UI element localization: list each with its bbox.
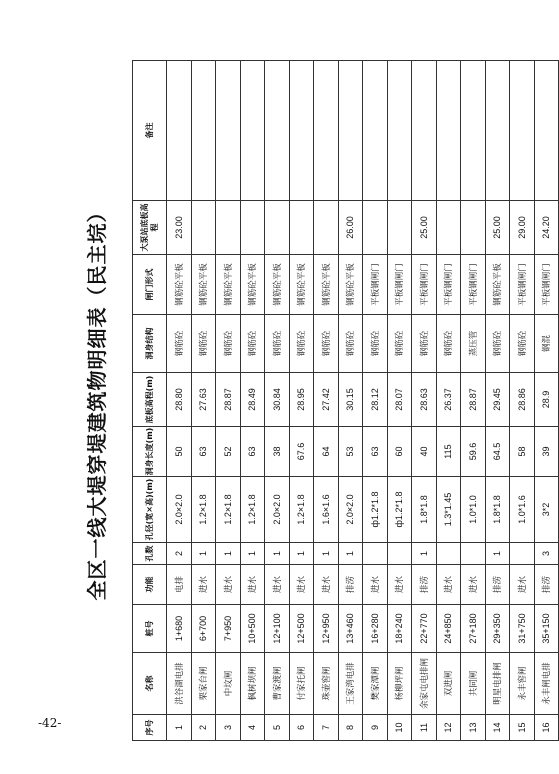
table-cell: 2 xyxy=(191,715,216,741)
table-cell: 钢筋砼 xyxy=(167,315,192,373)
table-cell: 钢筋砼 xyxy=(338,315,363,373)
table-cell: 28.86 xyxy=(510,373,535,427)
table-cell xyxy=(363,543,388,565)
table-row xyxy=(534,61,559,741)
column-header: 洞身结构 xyxy=(133,315,167,373)
table-cell: 钢筋砼 xyxy=(240,315,265,373)
column-header: 功能 xyxy=(133,565,167,605)
table-cell: 1.0*1.6 xyxy=(510,477,535,543)
table-cell: 1 xyxy=(314,543,339,565)
table-cell: 钢筋砼 xyxy=(387,315,412,373)
table-body xyxy=(167,61,559,741)
table-row xyxy=(216,61,241,741)
table-cell: 钢筋砼平板 xyxy=(485,255,510,315)
table-cell: 钢筋砼 xyxy=(265,315,290,373)
table-cell: 22+770 xyxy=(412,605,437,653)
table-cell: 进水 xyxy=(289,565,314,605)
table-cell: 3 xyxy=(534,543,559,565)
table-cell: 3*2 xyxy=(534,477,559,543)
table-cell: 12+950 xyxy=(314,605,339,653)
table-cell: 2.0×2.0 xyxy=(338,477,363,543)
table-cell: 1 xyxy=(289,543,314,565)
table-cell: 27+180 xyxy=(461,605,486,653)
table-cell: 63 xyxy=(191,427,216,477)
table-cell: 1.2×1.8 xyxy=(216,477,241,543)
column-header: 名称 xyxy=(133,653,167,715)
table-row xyxy=(338,61,363,741)
table-cell: 钢筋砼平板 xyxy=(338,255,363,315)
table-cell: 24.20 xyxy=(534,201,559,255)
column-header: 底板高程(m) xyxy=(133,373,167,427)
table-cell: 平板钢闸门 xyxy=(461,255,486,315)
column-header: 孔数 xyxy=(133,543,167,565)
table-cell xyxy=(436,201,461,255)
table-cell: 28.07 xyxy=(387,373,412,427)
table-cell xyxy=(216,201,241,255)
column-header: 桩号 xyxy=(133,605,167,653)
table-cell: 1.2×1.8 xyxy=(240,477,265,543)
table-cell: 28.9 xyxy=(534,373,559,427)
table-cell xyxy=(436,543,461,565)
table-cell: 28.63 xyxy=(412,373,437,427)
table-cell: 1 xyxy=(167,715,192,741)
table-cell: 3 xyxy=(216,715,241,741)
table-cell: 115 xyxy=(436,427,461,477)
table-cell: 1+680 xyxy=(167,605,192,653)
table-cell: 24+850 xyxy=(436,605,461,653)
table-cell: 12+500 xyxy=(289,605,314,653)
table-cell xyxy=(216,61,241,201)
table-cell: 7 xyxy=(314,715,339,741)
table-cell: 40 xyxy=(412,427,437,477)
table-cell: 25.00 xyxy=(412,201,437,255)
table-cell xyxy=(314,201,339,255)
table-cell: 进水 xyxy=(363,565,388,605)
table-cell: 1.8*1.8 xyxy=(485,477,510,543)
table-cell xyxy=(510,61,535,201)
table-cell: 4 xyxy=(240,715,265,741)
table-cell xyxy=(412,61,437,201)
table-cell: 6 xyxy=(289,715,314,741)
table-cell xyxy=(289,61,314,201)
table-cell: 1 xyxy=(485,543,510,565)
table-cell: 蒸压管 xyxy=(461,315,486,373)
table-cell: 63 xyxy=(240,427,265,477)
table-cell: 双进闸 xyxy=(436,653,461,715)
table-cell: 进水 xyxy=(216,565,241,605)
table-cell xyxy=(363,61,388,201)
table-cell xyxy=(240,201,265,255)
table-cell: 11 xyxy=(412,715,437,741)
table-cell: 13+460 xyxy=(338,605,363,653)
table-cell: 52 xyxy=(216,427,241,477)
table-cell xyxy=(338,61,363,201)
table-cell: 钢筋砼平板 xyxy=(167,255,192,315)
table-row xyxy=(167,61,192,741)
table-cell: 平板钢闸门 xyxy=(534,255,559,315)
table-cell: 钢筋砼平板 xyxy=(216,255,241,315)
table-cell xyxy=(265,61,290,201)
table-cell xyxy=(387,61,412,201)
table-cell: 平板钢闸门 xyxy=(387,255,412,315)
table-cell: 排涝 xyxy=(338,565,363,605)
table-cell: 30.84 xyxy=(265,373,290,427)
table-cell: 58 xyxy=(510,427,535,477)
table-cell: 珠壶窖闸 xyxy=(314,653,339,715)
table-cell: 进水 xyxy=(314,565,339,605)
table-cell: 排涝 xyxy=(534,565,559,605)
table-cell: 13 xyxy=(461,715,486,741)
table-cell: 25.00 xyxy=(485,201,510,255)
table-cell: 钢筋砼 xyxy=(191,315,216,373)
table-cell: 27.42 xyxy=(314,373,339,427)
table-cell: 67.6 xyxy=(289,427,314,477)
table-cell: 16 xyxy=(534,715,559,741)
document-title: 全区一线大堤穿堤建筑物明细表（民主垸） xyxy=(85,201,109,601)
table-cell xyxy=(167,61,192,201)
table-cell: 1 xyxy=(216,543,241,565)
table-row xyxy=(510,61,535,741)
table-cell: 枫树坝闸 xyxy=(240,653,265,715)
table-cell: 2.0×2.0 xyxy=(167,477,192,543)
table-cell: 1 xyxy=(265,543,290,565)
table-cell: 35+150 xyxy=(534,605,559,653)
table-cell: 钢筋砼 xyxy=(485,315,510,373)
table-cell: 1.6×1.6 xyxy=(314,477,339,543)
table-cell: 31+750 xyxy=(510,605,535,653)
table-cell: 29+350 xyxy=(485,605,510,653)
table-cell: 进水 xyxy=(510,565,535,605)
table-cell: 15 xyxy=(510,715,535,741)
table-cell: 28.80 xyxy=(167,373,192,427)
table-row xyxy=(461,61,486,741)
table-cell: ф1.2*1.8 xyxy=(387,477,412,543)
table-cell: 平板钢闸门 xyxy=(412,255,437,315)
table-cell: 1.2×1.8 xyxy=(191,477,216,543)
table-cell: ф1.2*1.8 xyxy=(363,477,388,543)
table-cell: 钢筋砼平板 xyxy=(314,255,339,315)
table-cell xyxy=(314,61,339,201)
table-cell: 6+700 xyxy=(191,605,216,653)
table-cell: 2.0×2.0 xyxy=(265,477,290,543)
table-row xyxy=(485,61,510,741)
table-cell: 38 xyxy=(265,427,290,477)
table-cell: 进水 xyxy=(387,565,412,605)
table-cell: 进水 xyxy=(436,565,461,605)
table-cell: 平板钢闸门 xyxy=(510,255,535,315)
table-cell: 12+100 xyxy=(265,605,290,653)
table-cell: 29.45 xyxy=(485,373,510,427)
column-header: 备注 xyxy=(133,61,167,201)
column-header: 闸门形式 xyxy=(133,255,167,315)
table-cell: 钢混 xyxy=(534,315,559,373)
table-cell: 进水 xyxy=(191,565,216,605)
table-cell: 钢筋砼平板 xyxy=(289,255,314,315)
table-cell: 26.00 xyxy=(338,201,363,255)
table-cell: 23.00 xyxy=(167,201,192,255)
table-cell: 王家湾电排 xyxy=(338,653,363,715)
table-cell: 永丰闸电排 xyxy=(534,653,559,715)
table-cell: 8 xyxy=(338,715,363,741)
table-cell: 29.00 xyxy=(510,201,535,255)
table-cell: 钢筋砼 xyxy=(436,315,461,373)
table-cell: 余家屯电排闸 xyxy=(412,653,437,715)
table-cell: 7+950 xyxy=(216,605,241,653)
table-cell: 栗家台闸 xyxy=(191,653,216,715)
table-cell: 64.5 xyxy=(485,427,510,477)
table-cell: 排涝 xyxy=(485,565,510,605)
table-cell: 曹家渡闸 xyxy=(265,653,290,715)
detail-table xyxy=(132,60,559,741)
table-cell xyxy=(289,201,314,255)
table-cell xyxy=(534,61,559,201)
table-cell xyxy=(265,201,290,255)
column-header: 大泵站底板高程 xyxy=(133,201,167,255)
page-number: -42- xyxy=(38,716,62,730)
column-header: 序号 xyxy=(133,715,167,741)
table-cell: 16+280 xyxy=(363,605,388,653)
table-cell: 1.8*1.8 xyxy=(412,477,437,543)
table-cell: 1 xyxy=(338,543,363,565)
table-header-row xyxy=(133,61,167,741)
table-row xyxy=(363,61,388,741)
table-cell: 50 xyxy=(167,427,192,477)
table-cell: 钢筋砼平板 xyxy=(265,255,290,315)
table-cell xyxy=(436,61,461,201)
rotated-document xyxy=(78,61,553,741)
table-cell: 钢筋砼 xyxy=(510,315,535,373)
table-cell: 14 xyxy=(485,715,510,741)
table-cell: 64 xyxy=(314,427,339,477)
table-cell xyxy=(191,201,216,255)
table-cell xyxy=(387,543,412,565)
table-cell: 10+500 xyxy=(240,605,265,653)
table-cell: 1 xyxy=(191,543,216,565)
table-row xyxy=(289,61,314,741)
table-cell: 钢筋砼 xyxy=(216,315,241,373)
table-cell xyxy=(363,201,388,255)
table-cell: 9 xyxy=(363,715,388,741)
table-cell: 进水 xyxy=(265,565,290,605)
table-cell: 28.87 xyxy=(216,373,241,427)
table-cell: 1.2×1.8 xyxy=(289,477,314,543)
table-cell: 洪谷湖电排 xyxy=(167,653,192,715)
table-cell xyxy=(240,61,265,201)
table-cell: 12 xyxy=(436,715,461,741)
table-cell: 杨柳坪闸 xyxy=(387,653,412,715)
table-cell xyxy=(461,201,486,255)
table-row xyxy=(265,61,290,741)
table-cell: 付家托闸 xyxy=(289,653,314,715)
table-row xyxy=(412,61,437,741)
table-cell: 平板钢闸门 xyxy=(436,255,461,315)
table-cell: 永丰窖闸 xyxy=(510,653,535,715)
table-cell: 进水 xyxy=(240,565,265,605)
column-header: 孔径(宽×高)(m) xyxy=(133,477,167,543)
table-cell: 1 xyxy=(412,543,437,565)
table-cell xyxy=(461,61,486,201)
table-cell: 63 xyxy=(363,427,388,477)
table-cell: 排涝 xyxy=(412,565,437,605)
table-cell: 28.12 xyxy=(363,373,388,427)
table-cell: 1.0*1.0 xyxy=(461,477,486,543)
table-cell: 28.87 xyxy=(461,373,486,427)
table-cell xyxy=(485,61,510,201)
table-cell: 1.3*1.45 xyxy=(436,477,461,543)
table-cell: 39 xyxy=(534,427,559,477)
table-cell: 电排 xyxy=(167,565,192,605)
table-cell: 钢筋砼 xyxy=(412,315,437,373)
table-cell: 平板钢闸门 xyxy=(363,255,388,315)
table-cell: 钢筋砼 xyxy=(289,315,314,373)
table-cell: 2 xyxy=(167,543,192,565)
table-cell: 5 xyxy=(265,715,290,741)
table-cell: 共同闸 xyxy=(461,653,486,715)
table-cell xyxy=(191,61,216,201)
table-row xyxy=(191,61,216,741)
table-cell: 中坟闸 xyxy=(216,653,241,715)
table-cell: 钢筋砼平板 xyxy=(240,255,265,315)
table-cell: 樊家潭闸 xyxy=(363,653,388,715)
table-cell: 钢筋砼 xyxy=(314,315,339,373)
table-row xyxy=(314,61,339,741)
table-cell: 28.49 xyxy=(240,373,265,427)
table-cell: 53 xyxy=(338,427,363,477)
table-cell xyxy=(510,543,535,565)
table-cell: 28.95 xyxy=(289,373,314,427)
table-cell: 27.63 xyxy=(191,373,216,427)
table-cell: 1 xyxy=(240,543,265,565)
table-cell: 18+240 xyxy=(387,605,412,653)
table-cell: 59.6 xyxy=(461,427,486,477)
column-header: 洞身长度(m) xyxy=(133,427,167,477)
table-cell: 10 xyxy=(387,715,412,741)
table-row xyxy=(436,61,461,741)
table-row xyxy=(240,61,265,741)
table-cell: 钢筋砼 xyxy=(363,315,388,373)
table-cell xyxy=(387,201,412,255)
table-cell: 30.15 xyxy=(338,373,363,427)
table-cell: 60 xyxy=(387,427,412,477)
table-cell: 进水 xyxy=(461,565,486,605)
table-cell xyxy=(461,543,486,565)
table-cell: 明星电排闸 xyxy=(485,653,510,715)
table-cell: 26.37 xyxy=(436,373,461,427)
table-cell: 钢筋砼平板 xyxy=(191,255,216,315)
table-row xyxy=(387,61,412,741)
